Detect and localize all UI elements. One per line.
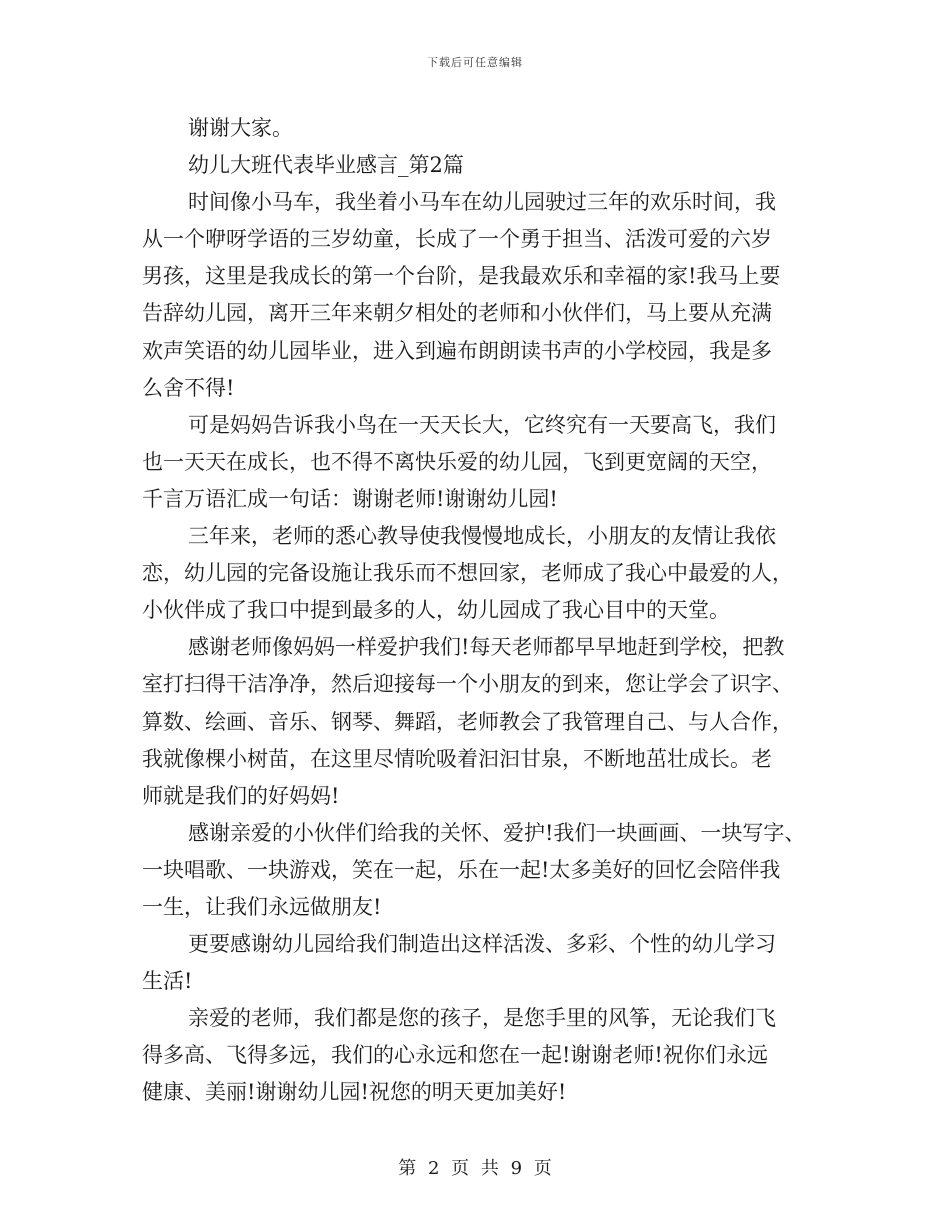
text-line: 我就像棵小树苗，在这里尽情吮吸着汩汩甘泉，不断地茁壮成长。老 xyxy=(142,746,772,771)
page-number: 第 2 页 共 9 页 xyxy=(398,1158,552,1179)
text-line: 恋，幼儿园的完备设施让我乐而不想回家，老师成了我心中最爱的人， xyxy=(142,561,793,586)
text-line: 三年来，老师的悉心教导使我慢慢地成长，小朋友的友情让我依 xyxy=(188,524,776,549)
text-line: 算数、绘画、音乐、钢琴、舞蹈，老师教会了我管理自己、与人合作， xyxy=(142,709,793,734)
text-line: 一块唱歌、一块游戏，笑在一起，乐在一起!太多美好的回忆会陪伴我 xyxy=(142,857,781,882)
text-line: 得多高、飞得多远，我们的心永远和您在一起!谢谢老师!祝你们永远 xyxy=(142,1043,768,1068)
text-line: 感谢老师像妈妈一样爱护我们!每天老师都早早地赶到学校，把教 xyxy=(188,635,785,660)
text-line: 健康、美丽!谢谢幼儿园!祝您的明天更加美好! xyxy=(142,1080,567,1105)
text-line: 幼儿大班代表毕业感言_第2篇 xyxy=(188,153,464,178)
text-line: 男孩，这里是我成长的第一个台阶，是我最欢乐和幸福的家!我马上要 xyxy=(142,264,781,289)
text-line: 告辞幼儿园，离开三年来朝夕相处的老师和小伙伴们，马上要从充满 xyxy=(142,301,772,326)
text-line: 从一个咿呀学语的三岁幼童，长成了一个勇于担当、活泼可爱的六岁 xyxy=(142,227,772,252)
page-header: 下载后可任意编辑 xyxy=(427,56,523,69)
text-line: 一生，让我们永远做朋友! xyxy=(142,894,382,919)
text-line: 谢谢大家。 xyxy=(188,116,293,140)
text-line: 也一天天在成长，也不得不离快乐爱的幼儿园，飞到更宽阔的天空， xyxy=(142,449,772,474)
text-line: 可是妈妈告诉我小鸟在一天天长大，它终究有一天要高飞，我们 xyxy=(188,412,776,437)
text-line: 感谢亲爱的小伙伴们给我的关怀、爱护!我们一块画画、一块写字、 xyxy=(188,820,806,845)
text-line: 更要感谢幼儿园给我们制造出这样活泼、多彩、个性的幼儿学习 xyxy=(188,932,776,957)
text-line: 么舍不得! xyxy=(142,375,235,400)
text-line: 小伙伴成了我口中提到最多的人，幼儿园成了我心目中的天堂。 xyxy=(142,598,730,623)
text-line: 室打扫得干洁净净，然后迎接每一个小朋友的到来，您让学会了识字、 xyxy=(142,672,793,697)
text-line: 时间像小马车，我坐着小马车在幼儿园驶过三年的欢乐时间，我 xyxy=(188,190,776,215)
text-line: 师就是我们的好妈妈! xyxy=(142,783,340,808)
text-line: 千言万语汇成一句话：谢谢老师!谢谢幼儿园! xyxy=(142,486,558,511)
text-line: 欢声笑语的幼儿园毕业，进入到遍布朗朗读书声的小学校园，我是多 xyxy=(142,338,772,363)
text-line: 生活! xyxy=(142,969,193,994)
document-body xyxy=(142,110,812,1112)
text-line: 亲爱的老师，我们都是您的孩子，是您手里的风筝，无论我们飞 xyxy=(188,1006,776,1031)
